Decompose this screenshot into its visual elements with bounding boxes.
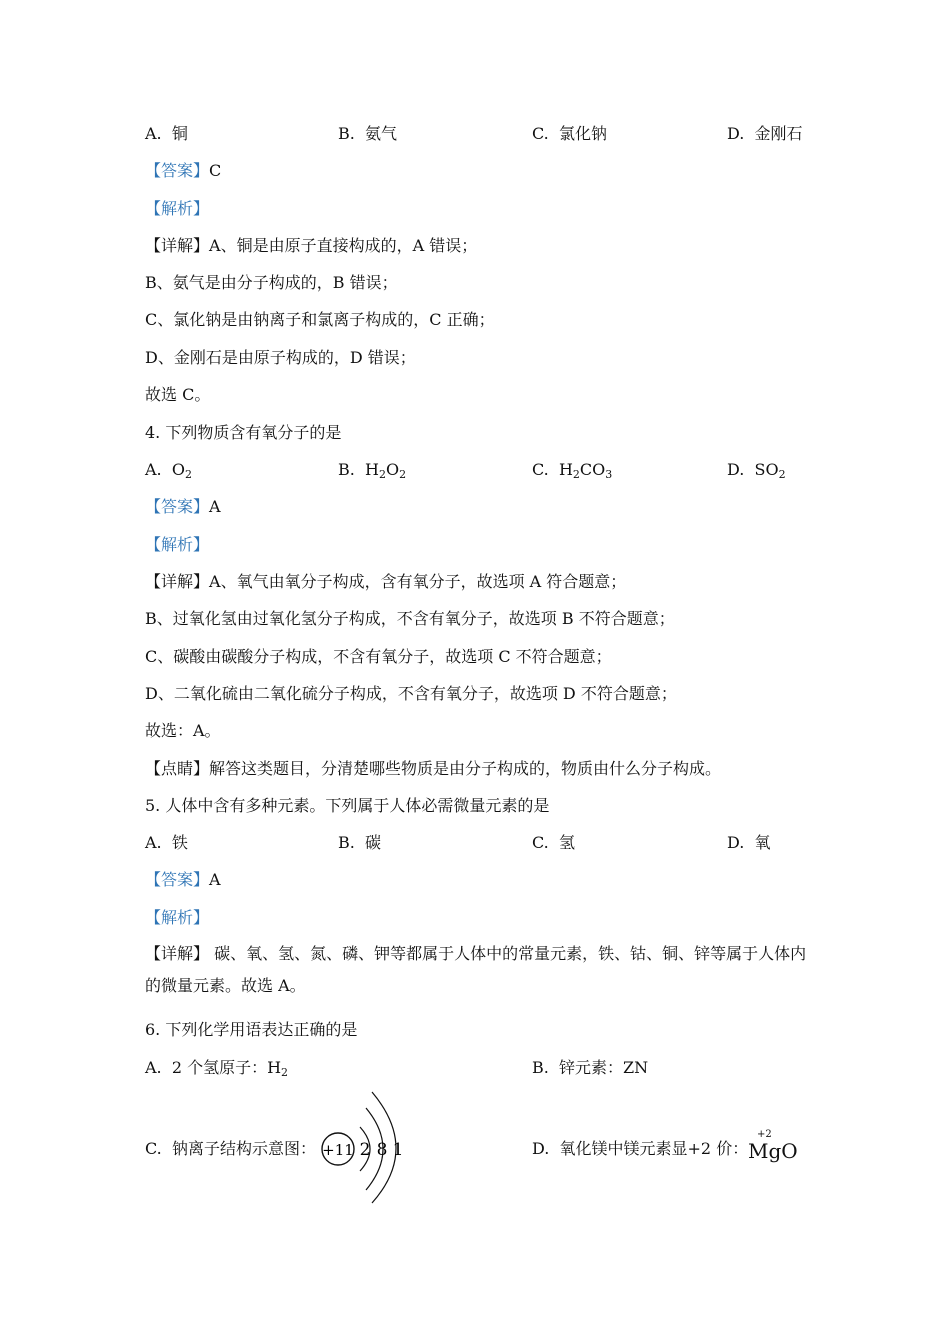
q6-option-d: D. 氧化镁中镁元素显+2 价： [532, 1139, 749, 1158]
shell-electrons-3: 1 [392, 1140, 404, 1160]
sodium-ion-structure-diagram [318, 1090, 418, 1205]
q3-answer: 【答案】C [145, 161, 222, 180]
q5-answer: 【答案】A [145, 870, 221, 889]
q4-detail-line-1: 【详解】A、氧气由氧分子构成，含有氧分子，故选项 A 符合题意； [145, 572, 627, 591]
q4-detail-line-3: C、碳酸由碳酸分子构成，不含有氧分子，故选项 C 不符合题意； [145, 647, 612, 666]
q3-detail-line-4: D、金刚石是由原子构成的，D 错误； [145, 348, 416, 367]
nucleus-charge: +11 [322, 1141, 354, 1159]
q6-option-c: C. 钠离子结构示意图： [145, 1139, 316, 1158]
q5-option-b: B. 碳 [338, 833, 382, 852]
q4-analysis-heading: 【解析】 [145, 535, 210, 554]
q4-detail-line-2: B、过氧化氢由过氧化氢分子构成，不含有氧分子，故选项 B 不符合题意； [145, 609, 675, 628]
q5-analysis-heading: 【解析】 [145, 908, 210, 927]
mgo-formula: MgO [748, 1139, 798, 1163]
shell-electrons-2: 8 [376, 1140, 388, 1160]
q4-option-b: B. $H_2O_2$ [338, 460, 407, 481]
q3-analysis-heading: 【解析】 [145, 199, 210, 218]
q6-option-a: A. 2 个氢原子：$H_2$ [145, 1058, 289, 1079]
q3-option-d: D. 金刚石 [727, 124, 803, 143]
q5-option-d: D. 氧 [727, 833, 771, 852]
q5-option-c: C. 氢 [532, 833, 575, 852]
q4-detail-line-4: D、二氧化硫由二氧化硫分子构成，不含有氧分子，故选项 D 不符合题意； [145, 684, 677, 703]
q5-question: 5. 人体中含有多种元素。下列属于人体必需微量元素的是 [145, 796, 550, 815]
q3-detail-line-2: B、氨气是由分子构成的，B 错误； [145, 273, 398, 292]
q5-option-a: A. 铁 [145, 833, 188, 852]
q4-option-d: D. $SO_2$ [727, 460, 786, 481]
mg-valence-charge: +2 [757, 1129, 772, 1140]
q6-option-b: B. 锌元素：ZN [532, 1058, 649, 1077]
q4-option-c: C. $H_2CO_3$ [532, 460, 613, 481]
q3-detail-line-3: C、氯化钠是由钠离子和氯离子构成的，C 正确； [145, 310, 495, 329]
q4-comment: 【点睛】解答这类题目，分清楚哪些物质是由分子构成的，物质由什么分子构成。 [145, 759, 722, 778]
q4-question: 4. 下列物质含有氧分子的是 [145, 423, 342, 442]
q3-conclusion: 故选 C。 [145, 385, 211, 404]
q3-option-c: C. 氯化钠 [532, 124, 607, 143]
mgo-valence-formula [748, 1130, 808, 1170]
shell-electrons-1: 2 [359, 1140, 371, 1160]
q6-question: 6. 下列化学用语表达正确的是 [145, 1020, 358, 1039]
q5-detail: 【详解】 碳、氧、氢、氮、磷、钾等都属于人体中的常量元素，铁、钴、铜、锌等属于人体内的微量元素。故选 A。 [145, 944, 807, 995]
q3-option-b: B. 氨气 [338, 124, 398, 143]
q4-option-a: A. $O_2$ [145, 460, 192, 481]
q4-answer: 【答案】A [145, 497, 221, 516]
q3-detail-line-1: 【详解】A、铜是由原子直接构成的，A 错误； [145, 236, 478, 255]
q4-conclusion: 故选：A。 [145, 721, 221, 740]
q3-option-a: A. 铜 [145, 124, 188, 143]
